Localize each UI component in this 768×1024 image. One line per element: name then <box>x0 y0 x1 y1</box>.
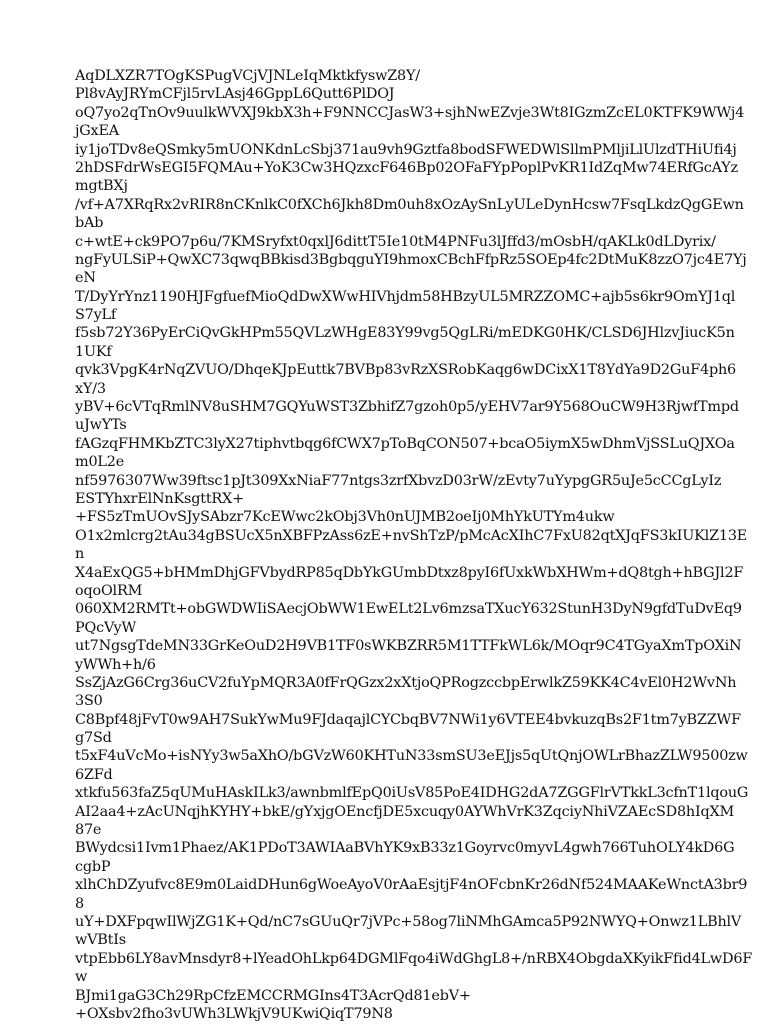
text-line: n <box>75 546 85 563</box>
text-line: xtkfu563faZ5qUMuHAskILk3/awnbmlfEpQ0iUsV85PoE4IDHG2dA7ZGGFlrVTkkL3cfnT1lqouG <box>75 785 749 802</box>
text-line: O1x2mlcrg2tAu34gBSUcX5nXBFPzAss6zE+nvShTzP/pMcAcXIhC7FxU82qtXJqFS3kIUKlZ13E <box>75 527 748 544</box>
text-line: qvk3VpgK4rNqZVUO/DhqeKJpEuttk7BVBp83vRzXSRobKaqg6wDCixX1T8YdYa9D2GuF4ph6 <box>75 362 737 379</box>
text-line: Pl8vAyJRYmCFjl5rvLAsj46GppL6Qutt6PlDOJ <box>75 86 395 103</box>
text-line: uY+DXFpqwIlWjZG1K+Qd/nC7sGUuQr7jVPc+58og7liNMhGAmca5P92NWYQ+Onwz1LBhlV <box>75 913 742 930</box>
text-line: g7Sd <box>75 730 112 747</box>
text-line: 1UKf <box>75 343 112 360</box>
text-line: 060XM2RMTt+obGWDWIiSAecjObWW1EwELt2Lv6mzsaTXucY632StunH3DyN9gfdTuDvEq9 <box>75 601 742 618</box>
text-line: +OXsbv2fho3vUWh3LWkjV9UKwiQiqT79N8 <box>75 1005 393 1022</box>
text-line: oQ7yo2qTnOv9uulkWVXJ9kbX3h+F9NNCCJasW3+sjhNwEZvje3Wt8IGzmZcEL0KTFK9WWj4 <box>75 104 745 121</box>
text-line: /vf+A7XRqRx2vRIR8nCKnlkC0fXCh6Jkh8Dm0uh8xOzAySnLyULeDynHcsw7FsqLkdzQgGEwn <box>75 196 744 213</box>
text-line: C8Bpf48jFvT0w9AH7SukYwMu9FJdaqajlCYCbqBV7NWi1y6VTEE4bvkuzqBs2F1tm7yBZZWF <box>75 711 741 728</box>
text-line: mgtBXj <box>75 178 128 195</box>
text-line: jGxEA <box>75 123 119 140</box>
text-line: AqDLXZR7TOgKSPugVCjVJNLeIqMktkfyswZ8Y/ <box>75 68 420 84</box>
text-line: uJwYTs <box>75 417 127 434</box>
text-line: cgbP <box>75 858 111 875</box>
text-line: m0L2e <box>75 454 125 471</box>
text-line: eN <box>75 270 96 287</box>
text-line: 6ZFd <box>75 766 113 783</box>
text-line: SsZjAzG6Crg36uCV2fuYpMQR3A0fFrQGzx2xXtjoQPRogzccbpErwlkZ59KK4C4vEl0H2WvNh <box>75 674 737 691</box>
encoded-text-block <box>75 67 753 1023</box>
text-line: ngFyULSiP+QwXC73qwqBBkisd3BgbqguYI9hmoxCBchFfpRz5SOEp4fc2DtMuK8zzO7jc4E7Yj <box>75 251 747 268</box>
text-line: wVBtIs <box>75 932 126 949</box>
text-line: xlhChDZyufvc8E9m0LaidDHun6gWoeAyoV0rAaEsjtjF4nOFcbnKr26dNf524MAAKeWnctA3br9 <box>75 877 748 894</box>
text-line: t5xF4uVcMo+isNYy3w5aXhO/bGVzW60KHTuN33smSU3eEJjs5qUtQnjOWLrBhazZLW9500zw <box>75 748 748 765</box>
text-line: bAb <box>75 215 104 232</box>
text-line: vtpEbb6LY8avMnsdyr8+lYeadOhLkp64DGMlFqo4iWdGhgL8+/nRBX4ObgdaXKyikFfid4LwD6F <box>75 950 753 967</box>
text-line: ESTYhxrElNnKsgttRX+ <box>75 490 244 507</box>
text-line: +FS5zTmUOvSJySAbzr7KcEWwc2kObj3Vh0nUJMB2oeIj0MhYkUTYm4ukw <box>75 509 615 526</box>
text-line: iy1joTDv8eQSmky5mUONKdnLcSbj371au9vh9Gztfa8bodSFWEDWlSllmPMljiLlUlzdTHiUfi4j <box>75 141 737 158</box>
text-line: X4aExQG5+bHMmDhjGFVbydRP85qDbYkGUmbDtxz8pyI6fUxkWbXHWm+dQ8tgh+hBGJl2F <box>75 564 744 581</box>
text-line: w <box>75 969 88 986</box>
text-line: yWWh+h/6 <box>75 656 156 673</box>
text-line: AI2aa4+zAcUNqjhKYHY+bkE/gYxjgOEncfjDE5xcuqy0AYWhVrK3ZqciyNhiVZAEcSD8hIqXM <box>75 803 735 820</box>
text-line: 8 <box>75 895 84 912</box>
text-line: BJmi1gaG3Ch29RpCfzEMCCRMGIns4T3AcrQd81ebV+ <box>75 987 471 1004</box>
text-line: yBV+6cVTqRmlNV8uSHM7GQYuWST3ZbhifZ7gzoh0p5/yEHV7ar9Y568OuCW9H3RjwfTmpd <box>75 399 739 416</box>
text-line: BWydcsi1Ivm1Phaez/AK1PDoT3AWIAaBVhYK9xB33z1Goyrvc0myvL4gwh766TuhOLY4kD6G <box>75 840 735 857</box>
text-line: 3S0 <box>75 693 103 710</box>
text-line: xY/3 <box>75 380 106 397</box>
text-line: ut7NgsgTdeMN33GrKeOuD2H9VB1TF0sWKBZRR5M1TTFkWL6k/MOqr9C4TGyaXmTpOXiN <box>75 638 742 655</box>
text-line: 2hDSFdrWsEGI5FQMAu+YoK3Cw3HQzxcF646Bp02OFaFYpPoplPvKR1IdZqMw74ERfGcAYz <box>75 159 738 176</box>
text-line: T/DyYrYnz1190HJFgfuefMioQdDwXWwHIVhjdm58HBzyUL5MRZZOMC+ajb5s6kr9OmYJ1ql <box>75 288 736 305</box>
text-line: nf5976307Ww39ftsc1pJt309XxNiaF77ntgs3zrfXbvzD03rW/zEvty7uYypgGR5uJe5cCCgLyIz <box>75 472 722 489</box>
text-line: PQcVyW <box>75 619 137 636</box>
text-line: f5sb72Y36PyErCiQvGkHPm55QVLzWHgE83Y99vg5QgLRi/mEDKG0HK/CLSD6JHlzvJiucK5n <box>75 325 735 342</box>
text-line: 87e <box>75 822 102 839</box>
text-line: S7yLf <box>75 307 117 324</box>
text-line: c+wtE+ck9PO7p6u/7KMSryfxt0qxlJ6dittT5Ie10tM4PNFu3lJffd3/mOsbH/qAKLk0dLDyrix/ <box>75 233 716 250</box>
text-line: fAGzqFHMKbZTC3lyX27tiphvtbqg6fCWX7pToBqCON507+bcaO5iymX5wDhmVjSSLuQJXOa <box>75 435 735 452</box>
text-line: oqoOlRM <box>75 582 143 599</box>
